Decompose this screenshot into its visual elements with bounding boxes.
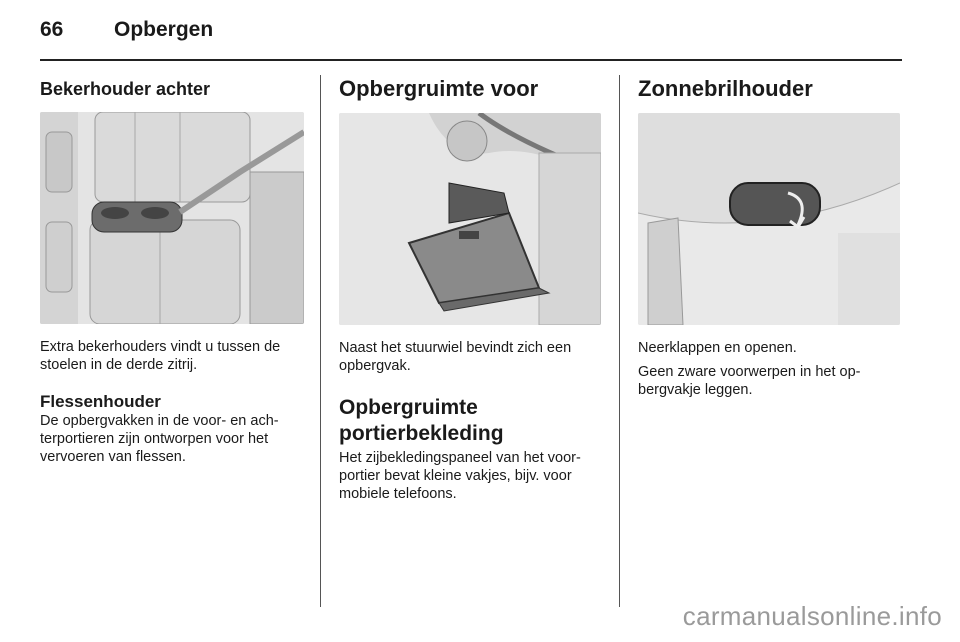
body-door-storage: Het zijbekledingspaneel van het voorportier bevat kleine vakjes, bijv. voor mobiele telefoons. [339, 450, 581, 502]
front-storage-compartment-illustration-icon [339, 113, 601, 325]
caption-rear-cupholder: Extra bekerhouders vindt u tussen de stoelen in de derde zitrij. [40, 339, 281, 373]
page-title: Opbergen [114, 18, 214, 41]
section-heading-rear-cupholder: Bekerhouder achter [40, 79, 211, 99]
subheading-door-storage: Opbergruimte portierbekleding [339, 396, 504, 445]
caption-front-storage: Naast het stuurwiel bevindt zich een opbergvak. [339, 340, 572, 374]
header-rule [40, 59, 902, 61]
page-number: 66 [40, 18, 64, 41]
sunglasses-holder-illustration-icon [638, 113, 900, 325]
caption-sunglasses-warning: Geen zware voorwerpen in het opbergvakje leggen. [638, 364, 861, 398]
watermark: carmanualsonline.info [682, 601, 942, 631]
body-bottle-holder: De opbergvakken in de voor- en achterportieren zijn ontworpen voor het vervoeren van flessen. [40, 413, 279, 465]
section-heading-sunglasses-holder: Zonnebrilhouder [638, 76, 813, 101]
column-sunglasses-holder [638, 72, 902, 399]
section-heading-front-storage: Opbergruimte voor [339, 76, 539, 101]
column-rear-cupholder [40, 72, 308, 466]
column-divider-1 [320, 75, 321, 607]
caption-sunglasses-open: Neerklappen en openen. [638, 340, 797, 356]
column-divider-2 [619, 75, 620, 607]
rear-cupholder-illustration-icon [40, 112, 304, 324]
column-front-storage [339, 72, 609, 503]
subheading-bottle-holder: Flessenhouder [40, 392, 161, 411]
